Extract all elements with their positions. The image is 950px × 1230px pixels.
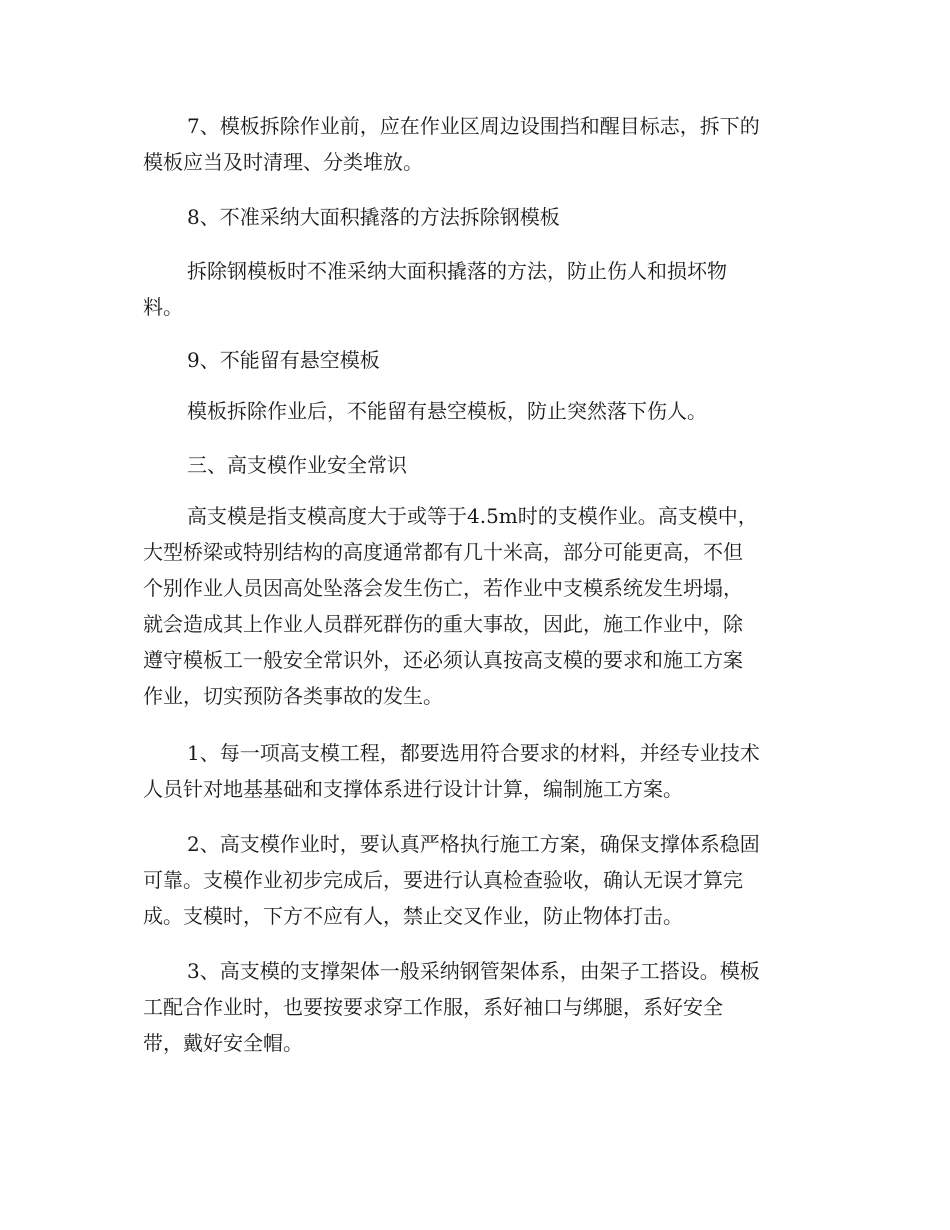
text-line: 1、每一项高支模工程，都要选用符合要求的材料，并经专业技术 <box>187 741 760 765</box>
text-line: 带，戴好安全帽。 <box>143 1031 303 1055</box>
text-line: 成。支模时，下方不应有人，禁止交叉作业，防止物体打击。 <box>143 904 683 928</box>
text-line: 2、高支模作业时，要认真严格执行施工方案，确保支撑体系稳固 <box>187 832 760 856</box>
text-line: 拆除钢模板时不准采纳大面积撬落的方法，防止伤人和损坏物 <box>187 259 727 283</box>
text-line: 高支模是指支模高度大于或等于4.5m时的支模作业。高支模中， <box>187 504 758 528</box>
text-line: 3、高支模的支撑架体一般采纳钢管架体系，由架子工搭设。模板 <box>187 959 760 983</box>
text-line: 工配合作业时，也要按要求穿工作服，系好袖口与绑腿，系好安全 <box>143 995 723 1019</box>
text-line: 人员针对地基基础和支撑体系进行设计计算，编制施工方案。 <box>143 777 683 801</box>
text-line: 可靠。支模作业初步完成后，要进行认真检查验收，确认无误才算完 <box>143 868 743 892</box>
text-line: 模板应当及时清理、分类堆放。 <box>143 150 423 174</box>
text-line: 三、高支模作业安全常识 <box>187 453 407 477</box>
text-line: 作业，切实预防各类事故的发生。 <box>143 684 443 708</box>
text-line: 遵守模板工一般安全常识外，还必须认真按高支模的要求和施工方案 <box>143 648 743 672</box>
text-line: 就会造成其上作业人员群死群伤的重大事故，因此，施工作业中，除 <box>143 612 743 636</box>
text-line: 8、不准采纳大面积撬落的方法拆除钢模板 <box>187 205 560 229</box>
text-line: 9、不能留有悬空模板 <box>187 348 380 372</box>
text-line: 料。 <box>143 295 183 319</box>
text-line: 模板拆除作业后，不能留有悬空模板，防止突然落下伤人。 <box>187 399 707 423</box>
text-line: 大型桥梁或特别结构的高度通常都有几十米高，部分可能更高，不但 <box>143 540 743 564</box>
text-line: 个别作业人员因高处坠落会发生伤亡，若作业中支模系统发生坍塌， <box>143 576 743 600</box>
text-line: 7、模板拆除作业前，应在作业区周边设围挡和醒目标志，拆下的 <box>187 114 760 138</box>
